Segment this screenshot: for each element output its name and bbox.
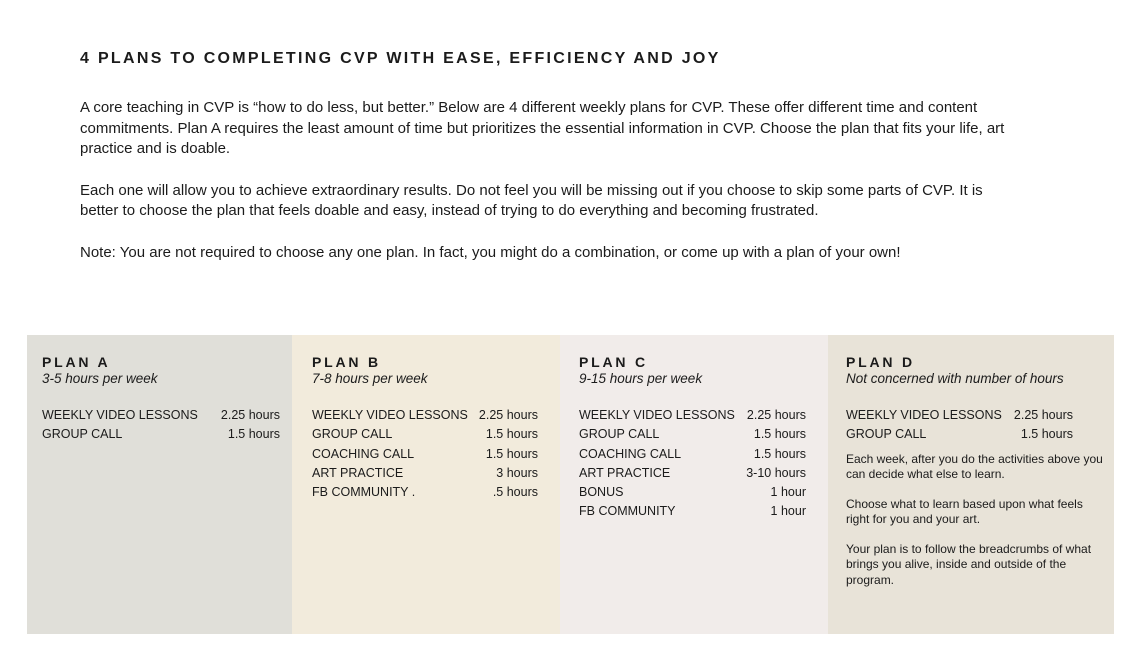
activity-label: COACHING CALL — [312, 446, 415, 461]
activity-hours: 2.25 hours — [220, 408, 280, 422]
plan-name: PLAN B — [312, 354, 381, 370]
activity-hours: 1.5 hours — [753, 446, 806, 461]
plan-d-notes — [846, 452, 1108, 589]
activity-hours: 1.5 hours — [227, 427, 280, 442]
activity-row — [312, 464, 538, 483]
plan-note: Choose what to learn based upon what feels right for you and your art. — [846, 496, 1083, 527]
activity-label: WEEKLY VIDEO LESSONS — [312, 408, 468, 422]
activity-label: ART PRACTICE — [579, 465, 671, 480]
activity-row — [312, 425, 538, 444]
activity-label: GROUP CALL — [579, 427, 660, 442]
activity-label: WEEKLY VIDEO LESSONS — [42, 408, 198, 422]
activity-hours: 1 hour — [770, 504, 806, 519]
activity-label: ART PRACTICE — [312, 465, 404, 480]
activity-hours: 2.25 hours — [746, 408, 806, 422]
activity-row — [312, 406, 538, 425]
activity-row — [312, 483, 538, 502]
activity-hours: .5 hours — [492, 485, 538, 500]
activity-row — [579, 483, 806, 502]
intro-note: Note: You are not required to choose any one plan. In fact, you might do a combination, or come up with a plan of your own! — [80, 243, 901, 261]
plan-activity-list — [42, 406, 280, 445]
activity-row — [579, 464, 806, 483]
plan-activity-list — [579, 406, 806, 522]
activity-hours: 2.25 hours — [1013, 408, 1073, 422]
plan-activity-list — [846, 406, 1073, 445]
activity-label: GROUP CALL — [312, 427, 393, 442]
activity-hours: 1 hour — [770, 485, 806, 500]
activity-row — [579, 425, 806, 444]
plan-name: PLAN D — [846, 354, 915, 370]
activity-row — [579, 445, 806, 464]
plan-note: Each week, after you do the activities above you can decide what else to learn. — [846, 451, 1103, 482]
page-title: 4 PLANS TO COMPLETING CVP WITH EASE, EFFICIENCY AND JOY — [80, 50, 721, 67]
activity-row — [579, 406, 806, 425]
activity-hours: 2.25 hours — [478, 408, 538, 422]
intro-paragraph: A core teaching in CVP is “how to do less, but better.” Below are 4 different weekly plans for CVP. These offer different time and content commitments. Plan A requires the least amount of time but prioritizes the essential information in CVP. Choose the plan that fits your life, art practice and is doable. — [80, 99, 1005, 158]
plans-table — [27, 335, 1114, 634]
activity-row — [846, 425, 1073, 444]
activity-row — [312, 445, 538, 464]
intro-text — [80, 98, 1010, 285]
activity-row — [579, 502, 806, 521]
plan-a-column — [27, 335, 292, 634]
activity-label: COACHING CALL — [579, 446, 682, 461]
plan-hours-subtitle: 9-15 hours per week — [579, 371, 703, 386]
activity-label: WEEKLY VIDEO LESSONS — [846, 408, 1002, 422]
activity-hours: 3 hours — [496, 465, 538, 480]
plan-activity-list — [312, 406, 538, 502]
plan-name: PLAN C — [579, 354, 648, 370]
plan-hours-subtitle: Not concerned with number of hours — [846, 371, 1064, 386]
plan-hours-subtitle: 7-8 hours per week — [312, 371, 428, 386]
activity-label: GROUP CALL — [846, 427, 927, 442]
activity-label: FB COMMUNITY — [579, 504, 676, 519]
activity-label: WEEKLY VIDEO LESSONS — [579, 408, 735, 422]
activity-hours: 1.5 hours — [485, 427, 538, 442]
plan-hours-subtitle: 3-5 hours per week — [42, 371, 158, 386]
activity-row — [846, 406, 1073, 425]
activity-row — [42, 425, 280, 444]
activity-label: GROUP CALL — [42, 427, 123, 442]
plan-d-column — [828, 335, 1114, 634]
activity-label: BONUS — [579, 485, 624, 500]
plan-name: PLAN A — [42, 354, 111, 370]
activity-row — [42, 406, 280, 425]
plan-c-column — [560, 335, 828, 634]
activity-hours: 1.5 hours — [753, 427, 806, 442]
activity-hours: 3-10 hours — [746, 465, 806, 480]
intro-paragraph: Each one will allow you to achieve extraordinary results. Do not feel you will be missing out if you choose to skip some parts of CVP. It is better to choose the plan that feels doable and easy, instead of trying to do everything and becoming frustrated. — [80, 181, 983, 220]
activity-hours: 1.5 hours — [1020, 427, 1073, 442]
plan-b-column — [292, 335, 560, 634]
activity-hours: 1.5 hours — [485, 446, 538, 461]
activity-label: FB COMMUNITY . — [312, 485, 416, 500]
plan-note: Your plan is to follow the breadcrumbs of what brings you alive, inside and outside of the program. — [846, 541, 1092, 587]
